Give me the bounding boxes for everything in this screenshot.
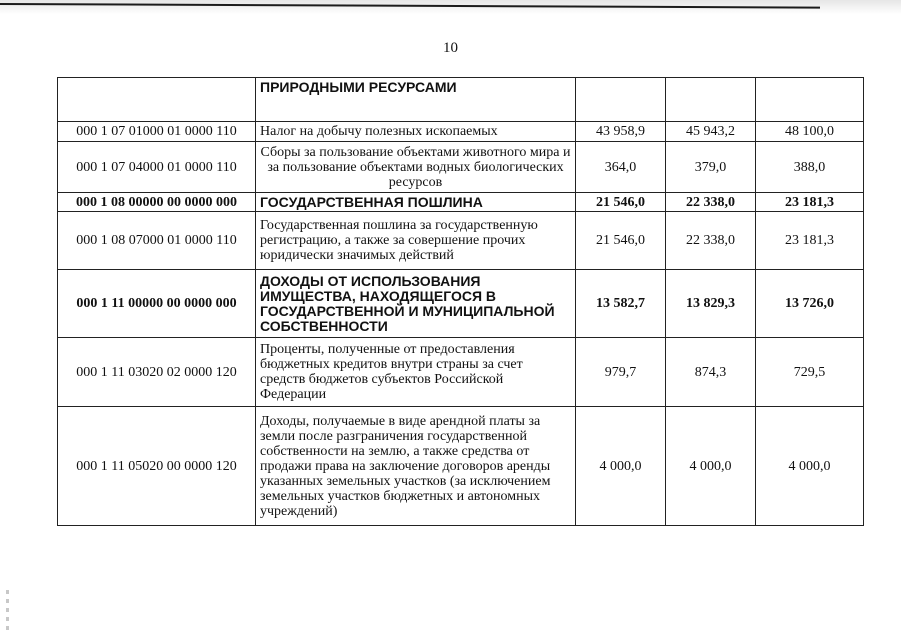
- value-cell-2: 13 829,3: [666, 270, 756, 338]
- table-row: [58, 122, 864, 142]
- revenue-name-cell: Проценты, полученные от предоставления бюджетных кредитов внутри страны за счет средств бюджетов субъектов Российской Федерации: [256, 338, 576, 407]
- value-cell-2: 379,0: [666, 142, 756, 193]
- value-cell-1: 13 582,7: [576, 270, 666, 338]
- value-cell-3: 48 100,0: [756, 122, 864, 142]
- value-cell-3: 13 726,0: [756, 270, 864, 338]
- budget-code-cell: 000 1 11 05020 00 0000 120: [58, 407, 256, 526]
- value-cell-1: 43 958,9: [576, 122, 666, 142]
- table-row: [58, 338, 864, 407]
- budget-code-cell: [58, 78, 256, 122]
- value-cell-1: 4 000,0: [576, 407, 666, 526]
- revenue-name-cell: Сборы за пользование объектами животного мира и за пользование объектами водных биологических ресурсов: [256, 142, 576, 193]
- value-cell-3: 4 000,0: [756, 407, 864, 526]
- budget-code-cell: 000 1 07 04000 01 0000 110: [58, 142, 256, 193]
- value-cell-1: 364,0: [576, 142, 666, 193]
- budget-code-cell: 000 1 11 03020 02 0000 120: [58, 338, 256, 407]
- revenue-name-cell: ПРИРОДНЫМИ РЕСУРСАМИ: [256, 78, 576, 122]
- revenue-table-body: [58, 78, 864, 526]
- value-cell-2: 45 943,2: [666, 122, 756, 142]
- revenue-name-cell: Государственная пошлина за государственную регистрацию, а также за совершение прочих юридически значимых действий: [256, 212, 576, 270]
- table-row: [58, 142, 864, 193]
- value-cell-3: [756, 78, 864, 122]
- revenue-name-cell: ДОХОДЫ ОТ ИСПОЛЬЗОВАНИЯ ИМУЩЕСТВА, НАХОДЯЩЕГОСЯ В ГОСУДАРСТВЕННОЙ И МУНИЦИПАЛЬНОЙ СОБСТВЕННОСТИ: [256, 270, 576, 338]
- page-number: 10: [443, 40, 458, 56]
- scan-specks: [6, 590, 9, 630]
- value-cell-2: [666, 78, 756, 122]
- value-cell-2: 22 338,0: [666, 212, 756, 270]
- revenue-table: [57, 77, 864, 526]
- budget-code-cell: 000 1 07 01000 01 0000 110: [58, 122, 256, 142]
- value-cell-3: 23 181,3: [756, 212, 864, 270]
- table-row: [58, 407, 864, 526]
- value-cell-2: 874,3: [666, 338, 756, 407]
- value-cell-3: 729,5: [756, 338, 864, 407]
- value-cell-2: 4 000,0: [666, 407, 756, 526]
- value-cell-1: 21 546,0: [576, 193, 666, 212]
- revenue-name-cell: ГОСУДАРСТВЕННАЯ ПОШЛИНА: [256, 193, 576, 212]
- revenue-name-cell: Доходы, получаемые в виде арендной платы за земли после разграничения государственной собственности на землю, а также средства от продажи права на заключение договоров аренды указанных земельных участков (за исключением земельных участков бюджетных и автономных учреждений): [256, 407, 576, 526]
- budget-code-cell: 000 1 11 00000 00 0000 000: [58, 270, 256, 338]
- table-row: [58, 193, 864, 212]
- value-cell-1: 979,7: [576, 338, 666, 407]
- budget-code-cell: 000 1 08 00000 00 0000 000: [58, 193, 256, 212]
- value-cell-1: 21 546,0: [576, 212, 666, 270]
- table-row: [58, 78, 864, 122]
- table-row: [58, 270, 864, 338]
- value-cell-2: 22 338,0: [666, 193, 756, 212]
- table-row: [58, 212, 864, 270]
- value-cell-3: 388,0: [756, 142, 864, 193]
- budget-code-cell: 000 1 08 07000 01 0000 110: [58, 212, 256, 270]
- value-cell-3: 23 181,3: [756, 193, 864, 212]
- value-cell-1: [576, 78, 666, 122]
- revenue-name-cell: Налог на добычу полезных ископаемых: [256, 122, 576, 142]
